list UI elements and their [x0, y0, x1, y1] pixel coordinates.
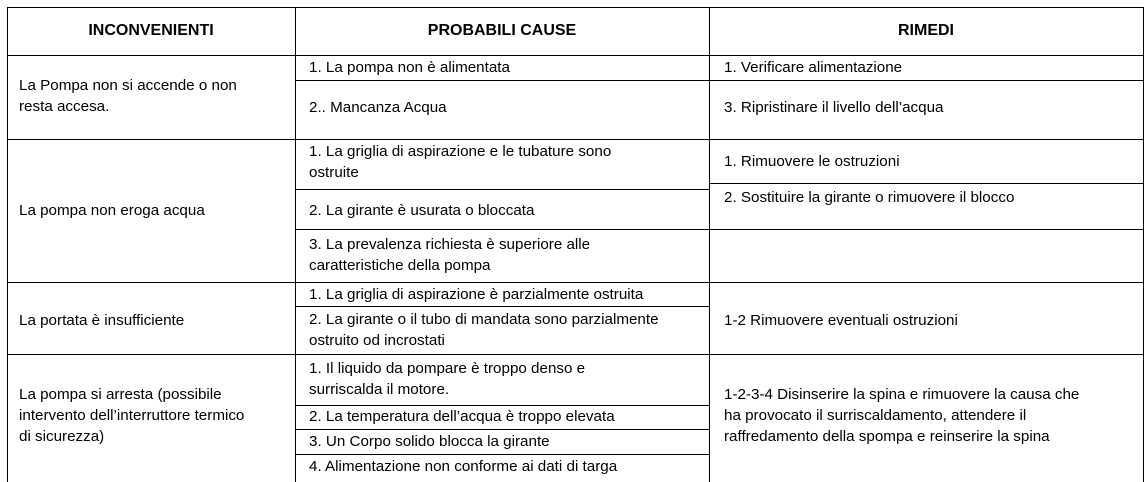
cause-cell [309, 309, 659, 351]
rule [7, 7, 1144, 8]
problem-line: resta accesa. [19, 98, 110, 115]
remedy-cell [724, 57, 902, 78]
header-rimedi: RIMEDI [898, 22, 954, 39]
cause-line: 1. Il liquido da pompare è troppo denso e [309, 360, 586, 377]
rule [7, 55, 1144, 56]
cause-line: ostruito od incrostati [309, 332, 445, 349]
cause-line: 2. La girante o il tubo di mandata sono parzialmente [309, 311, 659, 328]
rule [709, 183, 1144, 184]
problem-line: di sicurezza) [19, 428, 105, 445]
header-probabili-cause: PROBABILI CAUSE [427, 22, 577, 39]
cause-cell [309, 406, 615, 427]
problem-line: La Pompa non si accende o non [19, 77, 237, 94]
rule [295, 306, 709, 307]
header-inconvenienti: INCONVENIENTI [88, 22, 214, 39]
cause-cell [309, 200, 534, 221]
remedy-cell [724, 384, 1079, 447]
cause-cell [309, 57, 510, 78]
cause-cell [309, 358, 585, 400]
cause-line: 4. Alimentazione non conforme ai dati di targa [309, 458, 618, 475]
problem-cell [19, 200, 205, 221]
cause-line: ostruite [309, 164, 359, 181]
cause-cell [309, 97, 447, 118]
rule [7, 139, 1144, 140]
rule [7, 282, 1144, 283]
remedy-cell [724, 310, 958, 331]
cause-line: 1. La griglia di aspirazione e le tubature sono [309, 143, 612, 160]
remedy-line: 2. Sostituire la girante o rimuovere il blocco [724, 189, 1015, 206]
remedy-line: 1-2 Rimuovere eventuali ostruzioni [724, 312, 958, 329]
remedy-line: ha provocato il surriscaldamento, attendere il [724, 407, 1027, 424]
cause-line: 2. La girante è usurata o bloccata [309, 202, 535, 219]
problem-line: La pompa non eroga acqua [19, 202, 205, 219]
problem-line: intervento dell’interruttore termico [19, 407, 245, 424]
remedy-line: 1-2-3-4 Disinserire la spina e rimuovere la causa che [724, 386, 1080, 403]
rule [295, 189, 709, 190]
rule [7, 354, 1144, 355]
remedy-line: 3. Ripristinare il livello dell’acqua [724, 99, 944, 116]
cause-line: 2. La temperatura dell’acqua è troppo elevata [309, 408, 615, 425]
cause-line: 1. La pompa non è alimentata [309, 59, 510, 76]
remedy-cell [724, 97, 943, 118]
remedy-line: 1. Rimuovere le ostruzioni [724, 153, 900, 170]
rule [1143, 7, 1144, 482]
remedy-cell [724, 151, 900, 172]
rule [295, 229, 709, 230]
problem-cell [19, 310, 184, 331]
remedy-cell [724, 187, 1014, 208]
rule [709, 80, 1144, 81]
rule [295, 80, 709, 81]
remedy-line: 1. Verificare alimentazione [724, 59, 903, 76]
cause-line: 3. La prevalenza richiesta è superiore alle [309, 236, 591, 253]
cause-cell [309, 234, 590, 276]
rule [709, 229, 1144, 230]
cause-line: surriscalda il motore. [309, 381, 450, 398]
cause-cell [309, 141, 611, 183]
remedy-line: raffredamento della spompa e reinserire la spina [724, 428, 1050, 445]
cause-line: 3. Un Corpo solido blocca la girante [309, 433, 550, 450]
rule [295, 454, 709, 455]
problem-cell [19, 384, 244, 447]
cause-line: 2.. Mancanza Acqua [309, 99, 447, 116]
rule [295, 7, 296, 482]
cause-line: caratteristiche della pompa [309, 257, 491, 274]
problem-line: La pompa si arresta (possibile [19, 386, 222, 403]
cause-cell [309, 284, 643, 305]
problem-line: La portata è insufficiente [19, 312, 185, 329]
rule [295, 429, 709, 430]
rule [709, 7, 710, 482]
cause-line: 1. La griglia di aspirazione è parzialmente ostruita [309, 286, 644, 303]
cause-cell [309, 431, 550, 452]
rule [7, 7, 8, 482]
cause-cell [309, 456, 617, 477]
problem-cell [19, 75, 237, 117]
